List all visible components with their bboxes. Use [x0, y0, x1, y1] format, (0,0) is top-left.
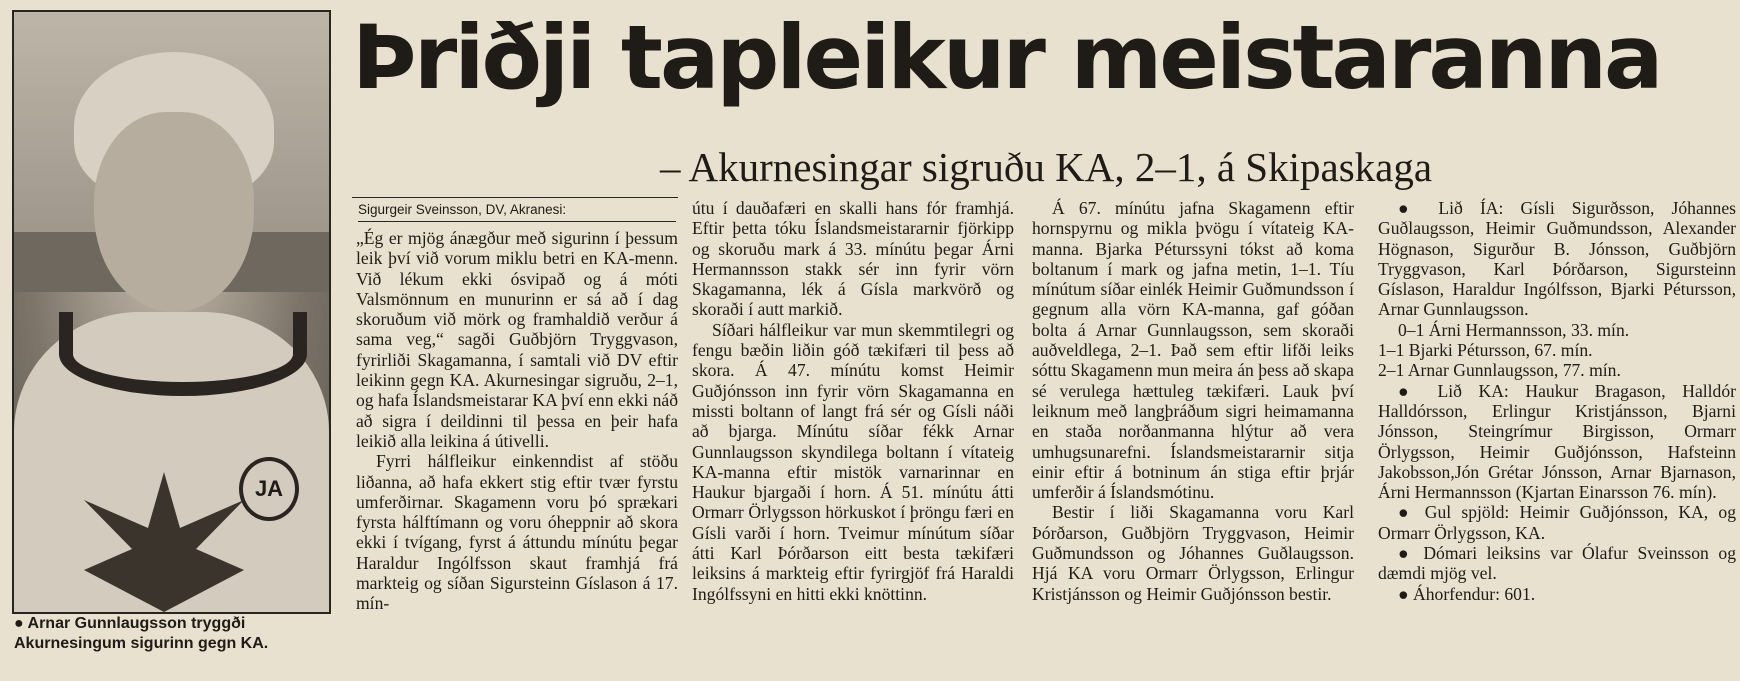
club-badge-icon: JA: [239, 457, 299, 521]
article-column-3: [1032, 198, 1354, 604]
article-column-2: [692, 198, 1014, 604]
byline: Sigurgeir Sveinsson, DV, Akranesi:: [358, 202, 676, 222]
headline: Þriðji tapleikur meistaranna: [352, 6, 1661, 109]
byline-rule: [352, 197, 678, 198]
paragraph: Bestir í liði Skagamanna voru Karl Þórðarson, Guðbjörn Tryggvason, Heimir Guðmundsson og Jóhannes Guðlaugsson. Hjá KA voru Ormarr Örlygsson, Erlingur Kristjánsson og Heimir Guðjónsson bestir.: [1032, 502, 1354, 604]
paragraph: „Ég er mjög ánægður með sigurinn í þessum leik því við vorum miklu betri en KA-menn. Við lékum ekki ósvipað og á móti Valsmönnum en munurinn er sá að í dag skoruðum við mörk og framhaldið verður á sama veg,“ sagði Guðbjörn Tryggvason, fyrirliði Skagamanna, í samtali við DV eftir leikinn gegn KA. Akurnesingar sigruðu, 2–1, og hafa Íslandsmeistarar KA því enn ekki náð að sigra í deildinni til þessa en þeir hafa leikið alla leikina á útivelli.: [356, 228, 678, 451]
paragraph: Á 67. mínútu jafna Skagamenn eftir hornspyrnu og mikla þvögu í vítateig KA-manna. Bjarka Péturssyni tókst að koma boltanum í mark og jafna metin, 1–1. Tíu mínútum síðar einlék Heimir Guðmundsson í gegnum alla vörn KA-manna, gaf góðan bolta á Arnar Gunnlaugsson, sem skoraði auðveldlega, 2–1. Það sem eftir lifði leiks sóttu Skagamenn mun meira án þess að skapa sé verulega hættuleg tækifæri. Lauk því leiknum með langþráðum sigri heimamanna en staða norðanmanna hlýtur að vera umhugsunarefni. Íslandsmeistararnir sitja einir eftir á botninum án stiga eftir þrjár umferðir á Íslandsmótinu.: [1032, 198, 1354, 503]
subheadline: – Akurnesingar sigruðu KA, 2–1, á Skipaskaga: [660, 144, 1433, 190]
yellow-cards: ● Gul spjöld: Heimir Guðjónsson, KA, og Ormarr Örlygsson, KA.: [1378, 502, 1736, 543]
referee-note: ● Dómari leiksins var Ólafur Sveinsson og dæmdi mjög vel.: [1378, 543, 1736, 584]
attendance: ● Áhorfendur: 601.: [1398, 583, 1536, 604]
article-column-1: [356, 228, 678, 614]
goal-line: 2–1 Arnar Gunnlaugsson, 77. mín.: [1378, 360, 1621, 381]
photo-face: [94, 112, 254, 312]
player-photo: [12, 10, 331, 614]
paragraph: Síðari hálfleikur var mun skemmtilegri og fengu bæðin liðin góð tækifæri til þess að skora. Á 47. mínútu komst Heimir Guðjónsson inn fyrir vörn Skagamanna en missti boltann of langt frá sér og Gísli náði að bjarga. Mínútu síðar fékk Arnar Gunnlaugsson skyndilega boltann í vítateig KA-manna eftir mistök varnarinnar en Haukur bjargaði í horn. Á 51. mínútu átti Ormarr Örlygsson hörkuskot í þröngu færi en Gísli varði í horn. Tveimur mínútum síðar átti Karl Þórðarson eitt besta tækifæri leiksins á markteig eftir fyrirgjöf frá Haraldi Ingólfssyni en hitti ekki knöttinn.: [692, 319, 1014, 604]
lineup-ia: ● Lið ÍA: Gísli Sigurðsson, Jóhannes Guðlaugsson, Heimir Guðmundsson, Alexander Högnason, Sigurður B. Jónsson, Guðbjörn Tryggvason, Karl Þórðarson, Sigursteinn Gíslason, Haraldur Ingólfsson, Bjarki Pétursson, Arnar Gunnlaugsson.: [1378, 198, 1736, 320]
paragraph: Fyrri hálfleikur einkenndist af stöðu liðanna, að hafa ekkert stig eftir tvær fyrstu umferðirnar. Skagamenn voru þó sprækari fyrsta hálftímann og voru óheppnir að skora ekki í tvígang, fyrst á áttundu mínútu þegar Haraldur Ingólfsson skaut framhjá frá markteig og síðan Sigursteinn Gíslason á 17. mín-: [356, 451, 678, 614]
lineup-ka: ● Lið KA: Haukur Bragason, Halldór Halldórsson, Erlingur Kristjánsson, Bjarni Jónsson, Steingrímur Birgisson, Ormarr Örlygsson, Heimir Guðjónsson, Hafsteinn Jakobsson,Jón Grétar Jónsson, Arnar Bjarnason, Árni Hermannsson (Kjartan Einarsson 76. mín).: [1378, 380, 1736, 503]
goal-line: 1–1 Bjarki Pétursson, 67. mín.: [1378, 340, 1593, 361]
goal-line: 0–1 Árni Hermannsson, 33. mín.: [1398, 319, 1630, 340]
photo-caption: ● Arnar Gunnlaugsson tryggði Akurnesingum sigurinn gegn KA.: [14, 615, 269, 652]
match-facts-column: [1378, 198, 1736, 604]
paragraph: útu í dauðafæri en skalli hans fór framhjá. Eftir þetta tóku Íslandsmeistararnir fjörkipp og skoruðu mark á 33. mínútu þegar Árni Hermannsson stakk sér inn fyrir vörn Skagamanna, lék á Gísla markvörð og skoraði í autt markið.: [692, 198, 1014, 320]
photo-collar: [59, 312, 307, 396]
